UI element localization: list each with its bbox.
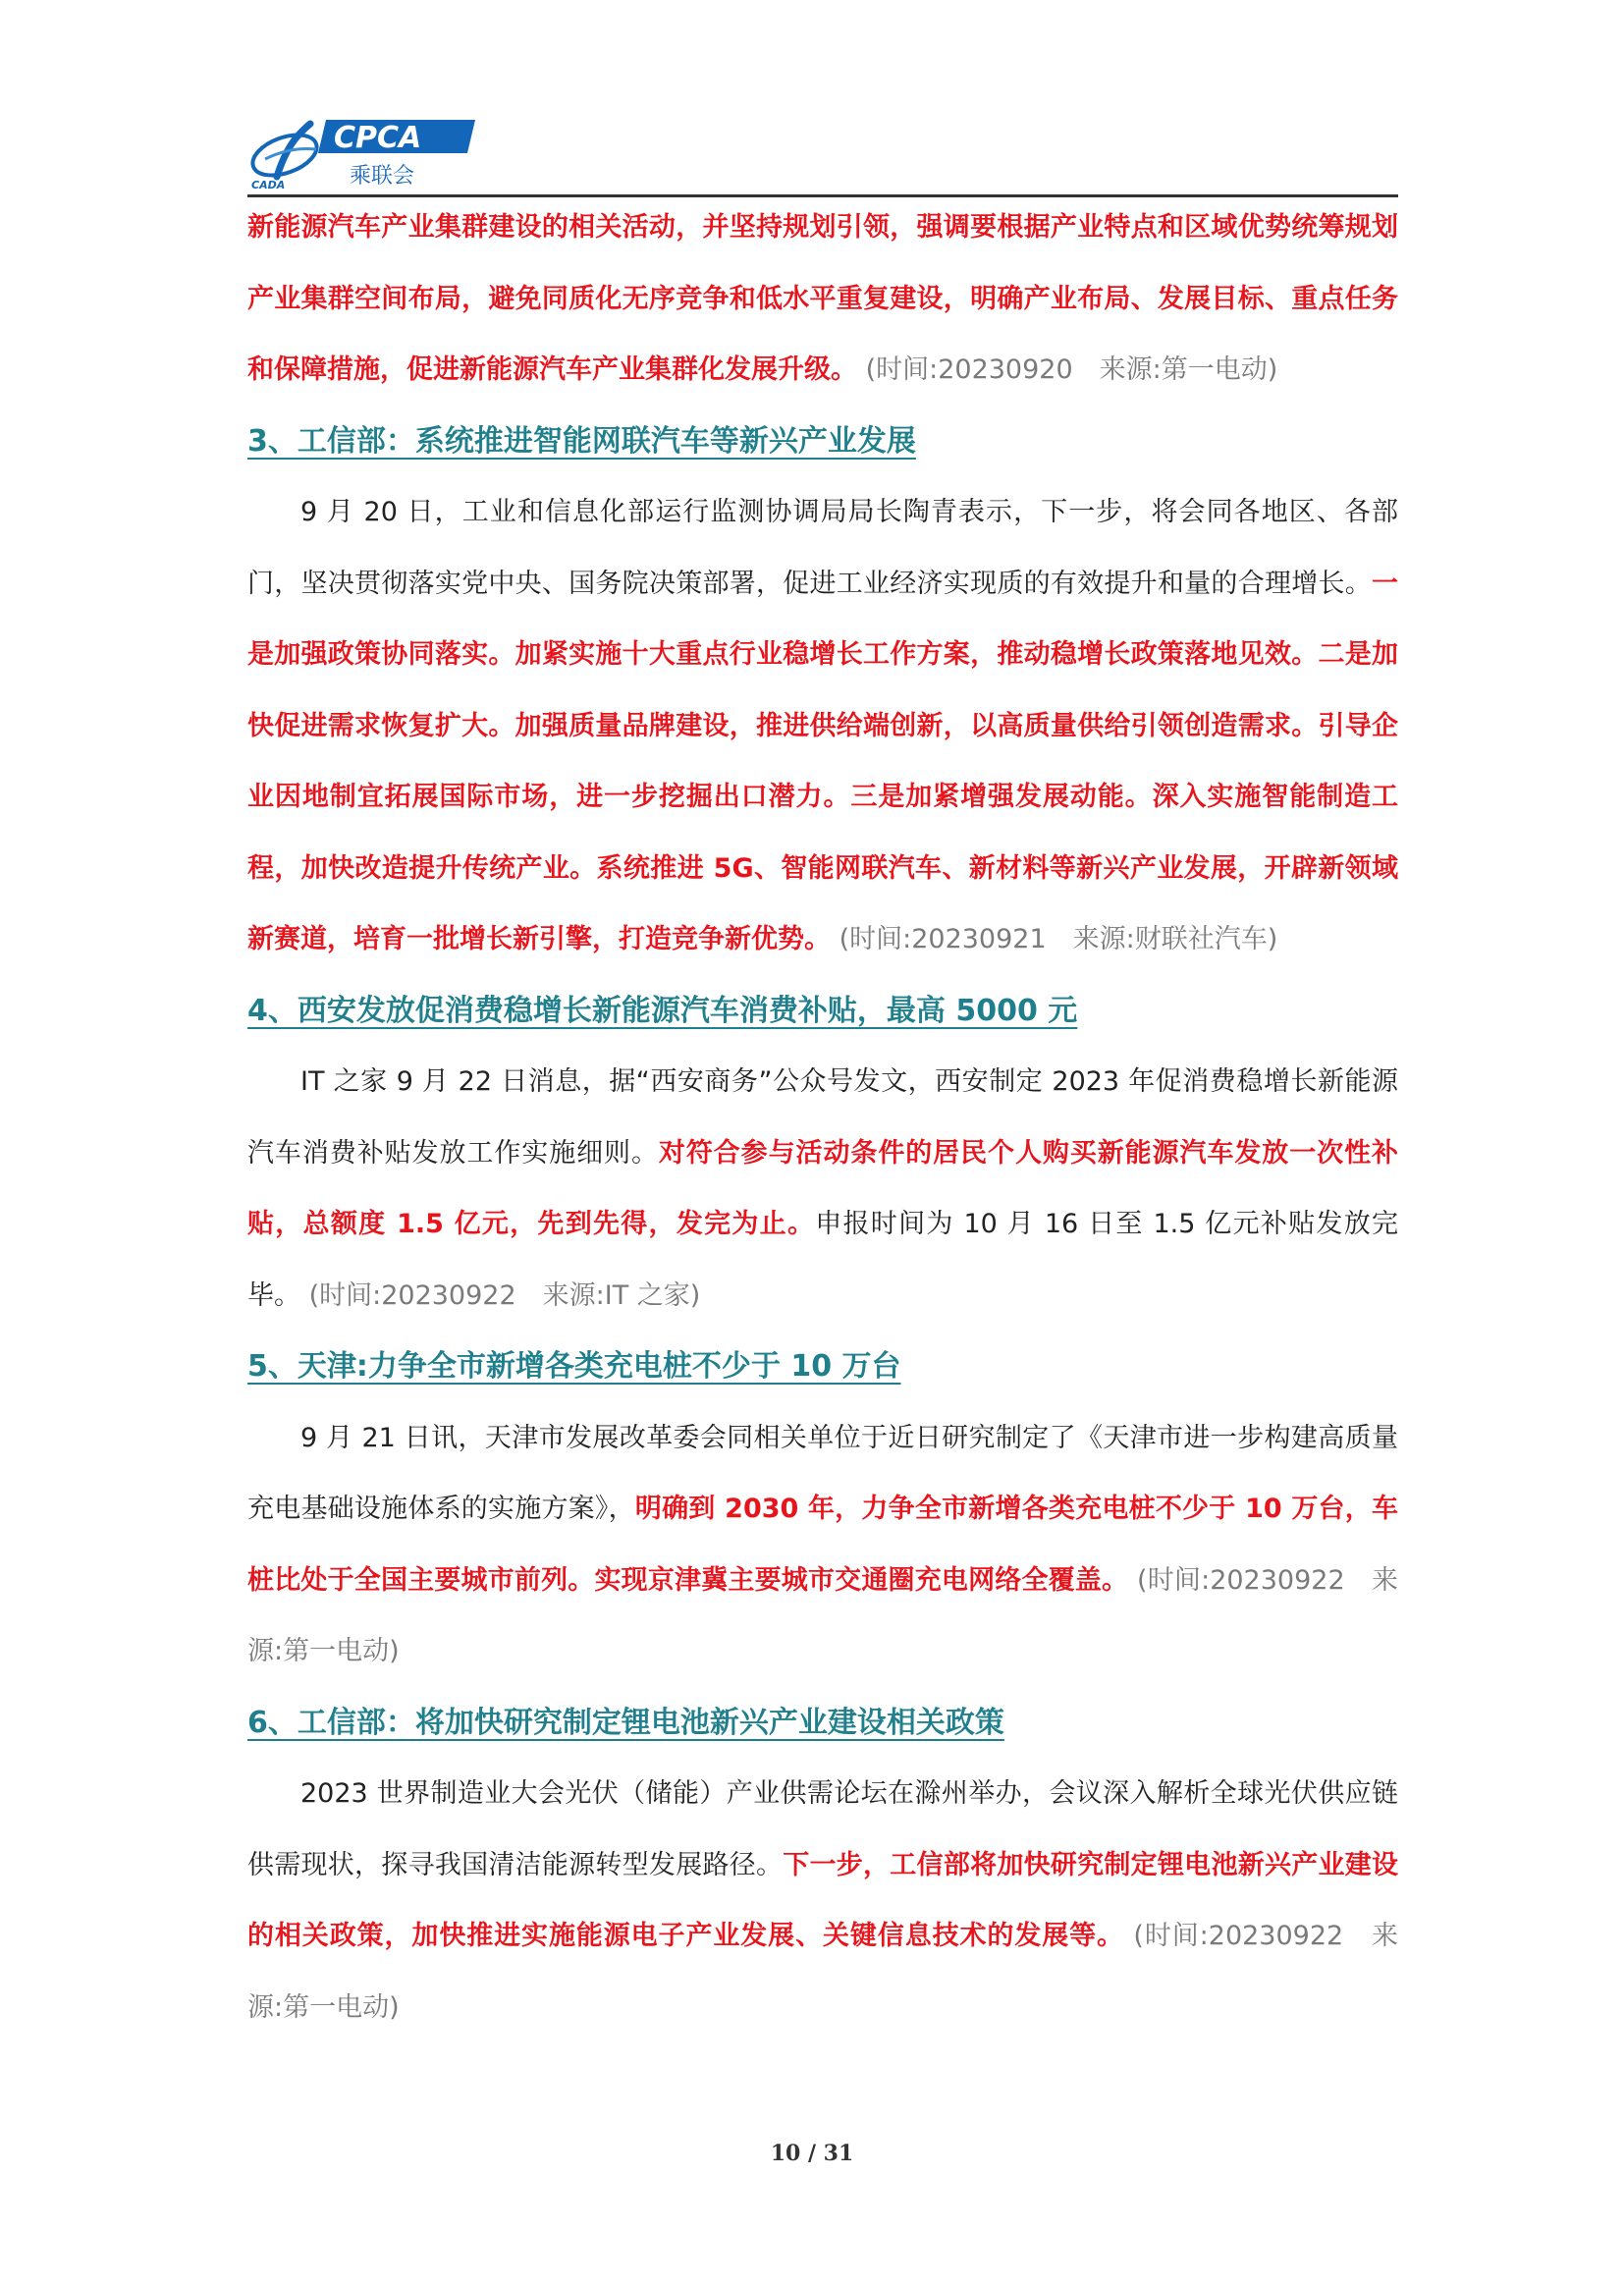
- intro-red-text: 新能源汽车产业集群建设的相关活动，并坚持规划引领，强调要根据产业特点和区域优势统筹规划产业集群空间布局，避免同质化无序竞争和低水平重复建设，明确产业布局、发展目标、重点任务和保障措施，促进新能源汽车产业集群化发展升级。: [247, 212, 1398, 385]
- section-4-red: 对符合参与活动条件的居民个人购买新能源汽车发放一次性补贴，总额度 1.5 亿元，先到先得，发完为止。: [247, 1137, 1399, 1239]
- cpca-logo: [247, 116, 483, 192]
- section-6-body: 2023 世界制造业大会光伏（储能）产业供需论坛在滁州举办，会议深入解析全球光伏供应链供需现状，探寻我国清洁能源转型发展路径。: [247, 1778, 1398, 1880]
- section-6-heading: 6、工信部：将加快研究制定锂电池新兴产业建设相关政策: [247, 1705, 1004, 1740]
- section-5-paragraph: [247, 1403, 1398, 1688]
- intro-paragraph: [247, 192, 1398, 407]
- page-number: 10 / 31: [770, 2141, 854, 2166]
- section-3-heading: 3、工信部：系统推进智能网联汽车等新兴产业发展: [247, 423, 916, 459]
- section-4-tail: 申报时间为 10 月 16 日至 1.5 亿元补贴发放完毕。: [247, 1209, 1398, 1311]
- section-6-red: 下一步，工信部将加快研究制定锂电池新兴产业建设的相关政策，加快推进实施能源电子产业发展、关键信息技术的发展等。: [247, 1849, 1399, 1951]
- logo-sub: 乘联会: [350, 164, 415, 189]
- section-5-body: 9 月 21 日讯，天津市发展改革委会同相关单位于近日研究制定了《天津市进一步构建高质量充电基础设施体系的实施方案》，: [247, 1422, 1398, 1524]
- logo-text: CPCA: [334, 121, 422, 155]
- swoosh-logo-icon: [247, 124, 322, 184]
- section-6-paragraph: [247, 1759, 1398, 2043]
- article-body: [247, 192, 1398, 2043]
- section-5-red: 明确到 2030 年，力争全市新增各类充电桩不少于 10 万台，车桩比处于全国主要城市前列。实现京津冀主要城市交通圈充电网络全覆盖。: [247, 1494, 1398, 1596]
- intro-source: (时间:20230920 来源:第一电动): [857, 354, 1278, 385]
- section-3-source: (时间:20230921 来源:财联社汽车): [831, 924, 1278, 954]
- section-3-body: 9 月 20 日，工业和信息化部运行监测协调局局长陶青表示，下一步，将会同各地区、各部门，坚决贯彻落实党中央、国务院决策部署，促进工业经济实现质的有效提升和量的合理增长。: [247, 497, 1398, 599]
- section-4-source: (时间:20230922 来源:IT 之家): [300, 1279, 701, 1311]
- section-4-paragraph: [247, 1047, 1398, 1332]
- page-header: [247, 116, 1398, 197]
- section-4-heading: 4、西安发放促消费稳增长新能源汽车消费补贴，最高 5000 元: [247, 993, 1078, 1028]
- section-5-heading: 5、天津:力争全市新增各类充电桩不少于 10 万台: [247, 1349, 901, 1384]
- section-3-paragraph: [247, 477, 1398, 976]
- section-6-source: (时间:20230922 来源:第一电动): [247, 1921, 1399, 2023]
- section-3-red: 一是加强政策协同落实。加紧实施十大重点行业稳增长工作方案，推动稳增长政策落地见效。二是加快促进需求恢复扩大。加强质量品牌建设，推进供给端创新，以高质量供给引领创造需求。引导企业因地制宜拓展国际市场，进一步挖掘出口潜力。三是加紧增强发展动能。深入实施智能制造工程，加快改造提升传统产业。系统推进 5G、智能网联汽车、新材料等新兴产业发展，开辟新领域新赛道，培育一批增长新引擎，打造竞争新优势。: [247, 568, 1398, 954]
- section-5-source: (时间:20230922 来源:第一电动): [247, 1564, 1399, 1666]
- logo-mark: CADA: [251, 179, 286, 191]
- section-4-body: IT 之家 9 月 22 日消息，据“西安商务”公众号发文，西安制定 2023 年促消费稳增长新能源汽车消费补贴发放工作实施细则。: [247, 1066, 1398, 1169]
